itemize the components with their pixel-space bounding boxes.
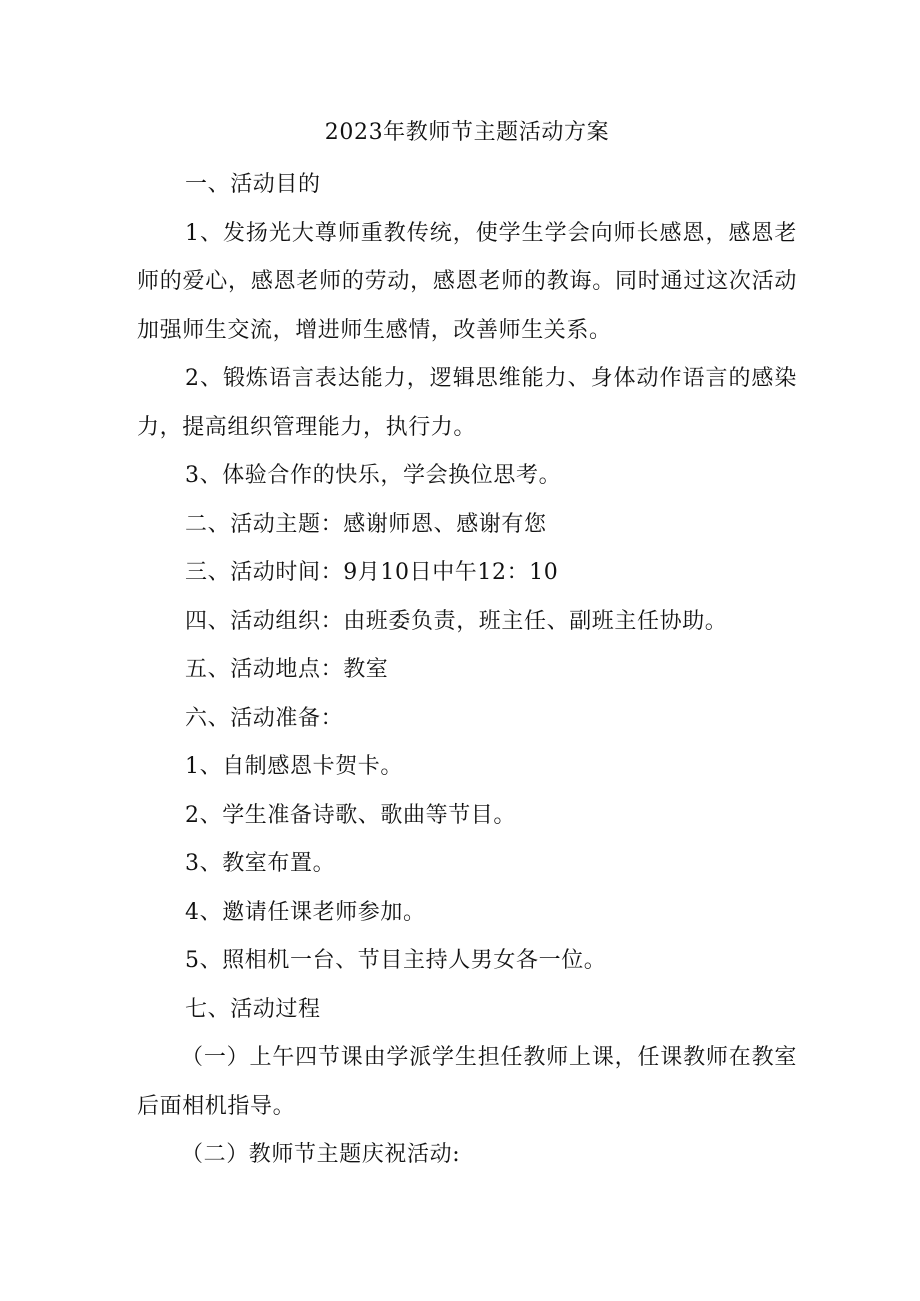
section-heading-location: 五、活动地点：教室 [185,657,389,682]
section-heading-preparation: 六、活动准备： [185,705,344,731]
paragraph: （二）教师节主题庆祝活动: [181,1142,461,1167]
list-item: 5、照相机一台、节目主持人男女各一位。 [185,948,607,973]
list-item: 4、邀请任课老师参加。 [185,899,426,925]
section-heading-process: 七、活动过程 [185,996,321,1022]
section-heading-time: 三、活动时间：9月10日中午12：10 [185,560,559,585]
list-item: 2、学生准备诗歌、歌曲等节目。 [185,802,516,828]
section-heading-organization: 四、活动组织：由班委负责，班主任、副班主任协助。 [185,608,728,634]
paragraph: 1、发扬光大尊师重教传统，使学生学会向师长感恩，感恩老师的爱心，感恩老师的劳动，感恩老师的教诲。同时通过这次活动加强师生交流，增进师生感情，改善师生关系。 [137,220,797,343]
document-title: 2023年教师节主题活动方案 [324,120,610,145]
list-item: 1、自制感恩卡贺卡。 [185,754,403,779]
document-body [137,112,797,1180]
paragraph: 3、体验合作的快乐，学会换位思考。 [185,463,562,488]
paragraph: （一）上午四节课由学派学生担任教师上课，任课教师在教室后面相机指导。 [137,1045,797,1119]
paragraph: 2、锻炼语言表达能力，逻辑思维能力、身体动作语言的感染力，提高组织管理能力，执行力。 [137,366,797,440]
section-heading-purpose: 一、活动目的 [185,172,321,197]
list-item: 3、教室布置。 [185,851,336,876]
section-heading-theme: 二、活动主题：感谢师恩、感谢有您 [185,511,547,537]
